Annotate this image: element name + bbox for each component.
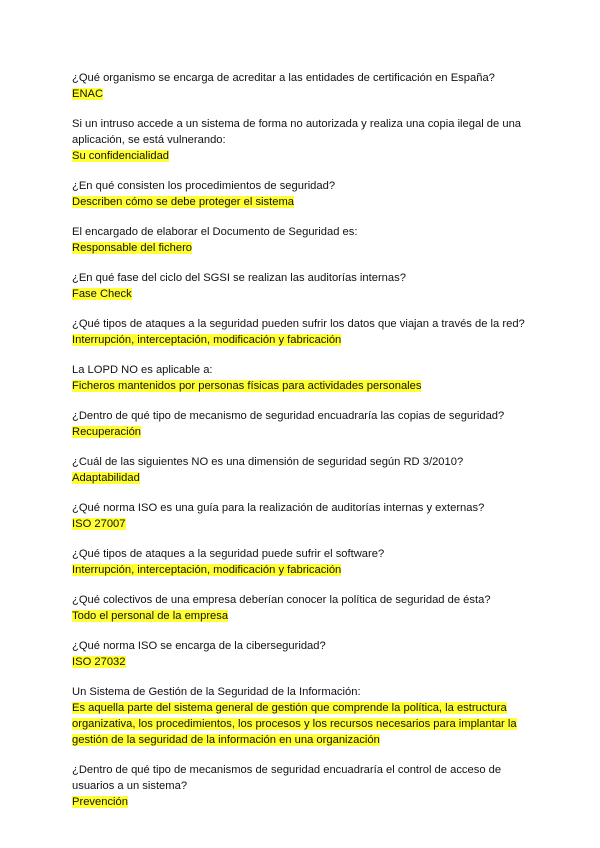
document-page	[72, 70, 532, 824]
qa-item	[72, 592, 532, 624]
question-text: Un Sistema de Gestión de la Seguridad de la Información:	[72, 686, 361, 698]
question-text: ¿Dentro de qué tipo de mecanismo de seguridad encuadraría las copias de seguridad?	[72, 410, 505, 422]
question-text: La LOPD NO es aplicable a:	[72, 364, 213, 376]
question-text: El encargado de elaborar el Documento de Seguridad es:	[72, 226, 358, 238]
question-text: ¿Qué norma ISO es una guía para la realización de auditorías internas y externas?	[72, 502, 485, 514]
question-text: ¿Dentro de qué tipo de mecanismos de seguridad encuadraría el control de acceso de usuarios a un sistema?	[72, 764, 502, 792]
highlighted-answer: Interrupción, interceptación, modificación y fabricación	[72, 334, 342, 346]
highlighted-answer: Su confidencialidad	[72, 150, 170, 162]
qa-item	[72, 408, 532, 440]
qa-item	[72, 116, 532, 164]
highlighted-answer: Adaptabilidad	[72, 472, 140, 484]
qa-item	[72, 224, 532, 256]
highlighted-answer: Todo el personal de la empresa	[72, 610, 229, 622]
qa-item	[72, 500, 532, 532]
question-text: ¿Cuál de las siguientes NO es una dimensión de seguridad según RD 3/2010?	[72, 456, 464, 468]
highlighted-answer: Describen cómo se debe proteger el sistema	[72, 196, 294, 208]
highlighted-answer: Interrupción, interceptación, modificación y fabricación	[72, 564, 342, 576]
highlighted-answer: ISO 27032	[72, 656, 126, 668]
qa-item	[72, 316, 532, 348]
highlighted-answer: ENAC	[72, 88, 104, 100]
highlighted-answer: Responsable del fichero	[72, 242, 193, 254]
question-text: Si un intruso accede a un sistema de forma no autorizada y realiza una copia ilegal de una aplicación, se está vulnerando:	[72, 118, 522, 146]
qa-item	[72, 546, 532, 578]
qa-item	[72, 178, 532, 210]
qa-item	[72, 70, 532, 102]
qa-item	[72, 638, 532, 670]
qa-item	[72, 684, 532, 748]
question-text: ¿En qué consisten los procedimientos de seguridad?	[72, 180, 336, 192]
qa-item	[72, 454, 532, 486]
highlighted-answer: Prevención	[72, 796, 128, 808]
question-text: ¿Qué tipos de ataques a la seguridad pueden sufrir los datos que viajan a través de la red?	[72, 318, 525, 330]
question-text: ¿Qué norma ISO se encarga de la ciberseguridad?	[72, 640, 326, 652]
qa-item	[72, 362, 532, 394]
highlighted-answer: Recuperación	[72, 426, 142, 438]
question-text: ¿Qué colectivos de una empresa deberían conocer la política de seguridad de ésta?	[72, 594, 491, 606]
highlighted-answer: ISO 27007	[72, 518, 126, 530]
question-text: ¿Qué tipos de ataques a la seguridad puede sufrir el software?	[72, 548, 385, 560]
question-text: ¿En qué fase del ciclo del SGSI se realizan las auditorías internas?	[72, 272, 406, 284]
highlighted-answer: Fase Check	[72, 288, 132, 300]
highlighted-answer: Ficheros mantenidos por personas físicas para actividades personales	[72, 380, 422, 392]
qa-item	[72, 762, 532, 810]
qa-item	[72, 270, 532, 302]
question-text: ¿Qué organismo se encarga de acreditar a las entidades de certificación en España?	[72, 72, 495, 84]
highlighted-answer: Es aquella parte del sistema general de gestión que comprende la política, la estructura organizativa, los procedimientos, los procesos y los recursos necesarios para implantar la gestión de la seguridad de la información en una organización	[72, 702, 517, 746]
